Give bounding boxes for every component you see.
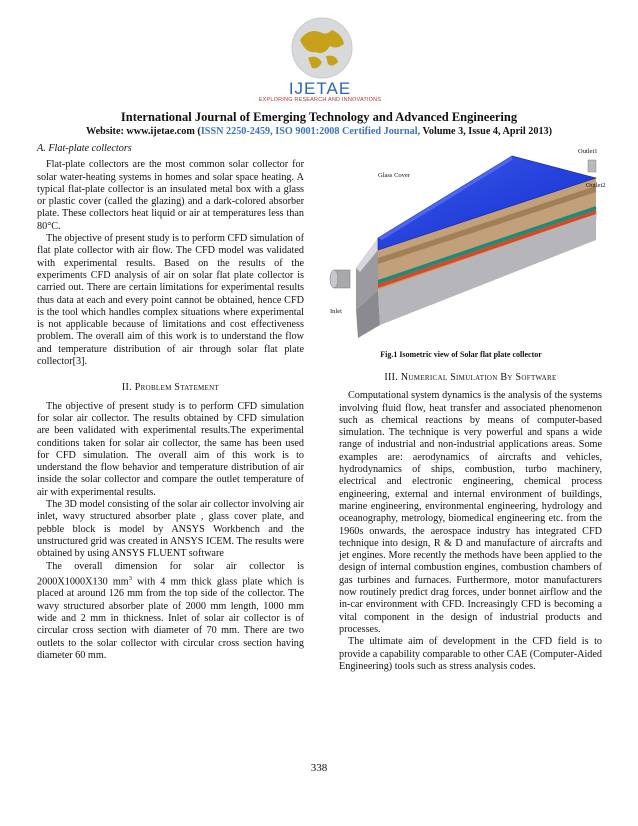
paragraph: The 3D model consisting of the solar air collector involving air inlet, wavy structured absorber plate , glass cover plate, and pebble block is model by ANSYS Workbench and the unstructured grid was created in ANSYS ICEM. The results were obtained by using ANSYS FLUENT software: [37, 499, 304, 560]
figure-collector: [316, 140, 606, 345]
left-column: [37, 143, 304, 662]
journal-website-line: [0, 126, 638, 137]
section-heading: II. Problem Statement: [121, 382, 220, 394]
section-heading: III. Numerical Simulation By Software: [384, 372, 557, 383]
paragraph-dimensions: [37, 561, 304, 663]
issn-link[interactable]: ISSN 2250-2459, ISO 9001:2008 Certified Journal,: [200, 126, 421, 137]
logo-wordmark: IJETAE: [288, 79, 352, 98]
page-number: 338: [310, 762, 328, 774]
label-glass-cover: Glass Cover: [378, 172, 410, 179]
subsection-title: A. Flat-plate collectors: [37, 143, 132, 154]
paragraph: Computational system dynamics is the analysis of the systems involving fluid flow, heat transfer and associated phenomenon such as chemical reactions by means of computer-based simulation. The technique is very powerful and spans a wide range of industrial and non-industrial applications areas. Some examples are: aerodynamics of aircrafts and vehicles, hydrodynamics of ships, combustion, turbo machinery, electrical and electronic engineering, chemical process engineering, external and internal environment of buildings, marine engineering, environmental engineering, hydrology and oceanography, metrology, biomedical engineering etc. from the 1960s onwards, the aerospace industry has integrated CFD technique into design, R & D and manufacture of aircrafts and jet engines. More recently the methods have been applied to the design of internal combustion engines, combustion chambers of gas turbines and furnaces. Furthermore, motor manufacturers now routinely predict drag forces, under bonnet airflow and the in-car environment with CFD. Increasingly CFD is becoming a vital component in the design of industrial products and processes.: [339, 390, 602, 635]
label-outlet1: Outlet1: [578, 148, 598, 155]
label-inlet: Inlet: [330, 308, 342, 315]
right-column: [339, 372, 602, 673]
dims-text: The overall dimension for solar air collector is 2000X1000X130 mm: [37, 560, 304, 588]
website-prefix: Website: www.ijetae.com (: [85, 126, 201, 137]
paragraph: Flat-plate collectors are the most common solar collector for solar water-heating systems in homes and solar space heating. A typical flat-plate collector is an insulated metal box with a glass or plastic cover (called the glazing) and a dark-colored absorber plate. These collectors heat liquid or air at temperatures less than 80°C.: [37, 159, 304, 232]
volume-info: Volume 3, Issue 4, April 2013): [420, 126, 553, 137]
paragraph: The objective of present study is to perform CFD simulation of flat plate collector with air flow. The CFD model was validated with experimental results. Based on the results of the experiments CFD analysis of air on solar flat plate collector is carried out. There are certain limitations for experimental results thus data at each and every point cannot be obtained, hence CFD is the tool which handles complex situations where experimental is not applicable because of limitations and cost effectiveness problem. The overall aim of this work is to understand the flow and temperature distribution of air through solar flat plate collector[3].: [37, 233, 304, 368]
paragraph: The ultimate aim of development in the CFD field is to provide a capability comparable to other CAE (Computer-Aided Engineering) tools such as stress analysis codes.: [339, 636, 602, 672]
collector-isometric-drawing: [316, 140, 606, 345]
logo-tagline: EXPLORING RESEARCH AND INNOVATIONS: [258, 97, 382, 103]
superscript: 3: [128, 574, 132, 582]
label-outlet2: Outlet2: [586, 182, 606, 189]
paragraph: The objective of present study is to perform CFD simulation for solar air collector. The results obtained by CFD simulation are been validated with experimental results.The experimental conditions taken for solar air collector, the same has been used for CFD simulation. The overall aim of this work is to understand the flow behavior and temperature distribution of air inside the solar collector and compare the outlet temperature of air with experimental results.: [37, 400, 304, 498]
figure-caption: Fig.1 Isometric view of Solar flat plate collector: [380, 350, 542, 359]
dims-text-rest: with 4 mm thick glass plate which is placed at around 126 mm from the top side of the collector. The wavy structured absorber plate of 2000 mm length, 1000 mm wide and 2 mm in thickness. Inlet of solar air collector is of circular cross section with diameter of 70 mm. There are two outlets to the solar collector with circular cross section having diameter 60 mm.: [37, 576, 305, 661]
journal-title: International Journal of Emerging Technology and Advanced Engineering: [120, 110, 518, 124]
